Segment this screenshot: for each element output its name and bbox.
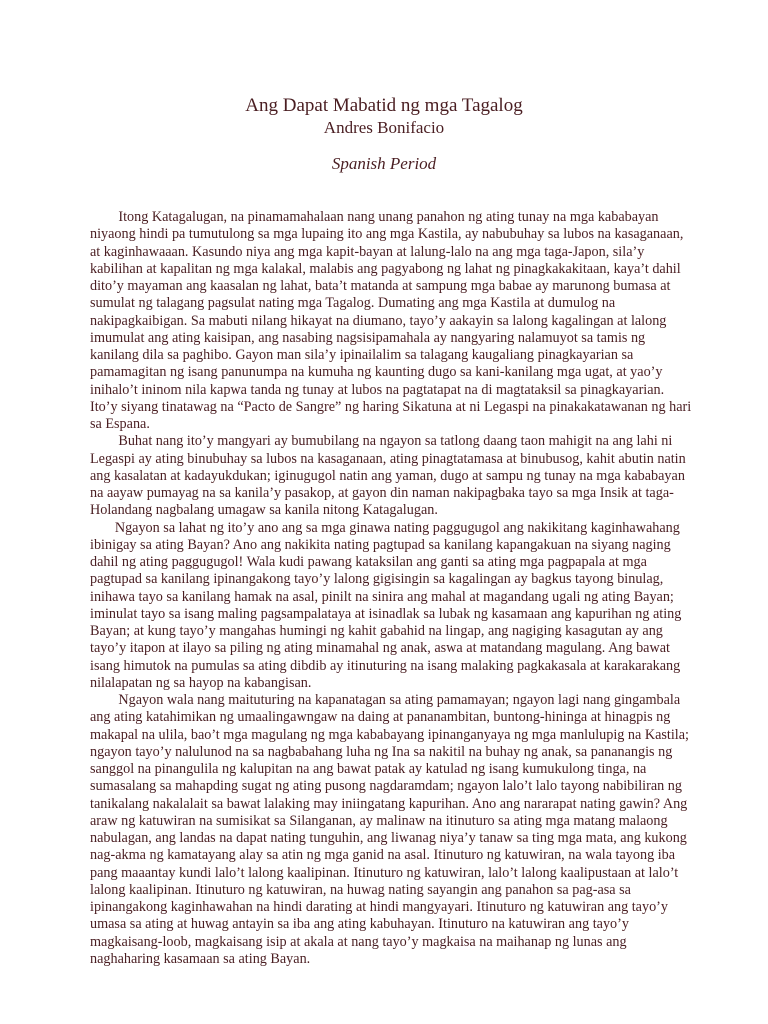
body-line: nabulagan, ang landas na dapat nating tunguhin, ang liwanag niya’y tanaw sa ting mga mata, ang kukong — [90, 830, 687, 846]
body-line: nilalapatan ng sa hayop na kabangisan. — [90, 674, 312, 691]
body-line: iminulat tayo sa isang maling pagsampalataya at isinadlak sa lubak ng kasamaan ang kapurihan ng ating — [90, 605, 682, 622]
body-line: araw ng katuwiran na sumisikat sa Silanganan, ay malinaw na itinuturo sa ating mga matang malaong — [90, 812, 668, 829]
body-line: ngayon tayo’y nalulunod na sa nagbabahang luha ng Ina sa nakitil na buhay ng anak, sa pananangis ng — [90, 743, 673, 760]
body-line: nag-akma ng kamatayang alay sa atin ng mga ganid na asal. Itinuturo ng katuwiran, na wala tayong iba — [90, 847, 676, 864]
body-line: Ngayon sa lahat ng ito’y ano ang sa mga ginawa nating paggugugol ang nakikitang kaginhawahang — [90, 519, 680, 536]
body-line: umasa sa ating at huwag antayin sa iba ang ating kabuhayan. Itinuturo na katuwiran ang tayo’y — [90, 916, 629, 933]
body-line: pagtupad sa kanilang ipinangakong tayo’y lalong gigisingin sa kagalingan ay bagkus tayong binulag, — [90, 571, 664, 588]
body-line: sumulat ng talagang pagsulat nating mga Tagalog. Dumating ang mga Kastila at dumulog na — [90, 295, 616, 312]
body-line: pamamagitan ng isang panunumpa na kumuha ng kaunting dugo sa kani-kanilang mga ugat, at yao’y — [90, 364, 663, 381]
body-line: inihawa tayo sa kanilang hamak na asal, pinilt na sinira ang mahal at magandang ugali ng ating Bayan; — [90, 588, 674, 605]
body-line: magkaisang-loob, magkaisang isip at akala at nang tayo’y magkaisa na maihanap ng lunas ang — [90, 933, 627, 950]
body-line: naghaharing kasamaan sa ating Bayan. — [90, 950, 311, 967]
document-title: Ang Dapat Mabatid ng mga Tagalog — [245, 95, 523, 116]
document-body — [90, 209, 730, 968]
body-line: Ito’y siyang tinatawag na “Pacto de Sangre” ng haring Sikatuna at ni Legaspi na pinakakatawanan ng hari — [90, 398, 692, 415]
body-line: imumulat ang ating kaisipan, ang nasabing nagsisipamahala ay nangyaring nalamuyot sa tamis ng — [90, 329, 646, 346]
body-line: nakipagkaibigan. Sa mabuti nilang hikayat na diumano, tayo’y aakayin sa lalong kagalingan at lalong — [90, 312, 667, 329]
body-line: dito’y mayaman ang kaasalan ng lahat, bata’t matanda at sampung mga babae ay marunong bumasa at — [90, 278, 671, 294]
body-line: ibinigay sa ating Bayan? Ano ang nakikita nating pagtupad sa kanilang kapangakuan na siyang naging — [90, 536, 671, 553]
body-line: sa Espana. — [90, 416, 150, 432]
body-line: ang kasalatan at kadayukdukan; iginugugol natin ang yaman, dugo at sampu ng tunay na mga kababayan — [90, 467, 685, 484]
body-line: tayo’y itapon at ilayo sa piling ng ating minamahal ng anak, aswa at matandang magulang. Ang bawat — [90, 640, 670, 657]
body-line: at kaginhawaaan. Kasundo niya ang mga kapit-bayan at lalung-lalo na ang mga taga-Japon, sila’y — [90, 243, 645, 260]
body-line: dahil ng ating paggugugol! Wala kudi pawang kataksilan ang ganti sa ating mga pagpapala at mga — [90, 554, 647, 570]
body-line: makapal na ulila, bao’t mga magulang ng mga kababayang ipinanganyaya ng mga manlulupig na Kastila; — [90, 726, 689, 743]
body-line: sumasalang sa mahapding sugat ng ating pusong nagdaramdam; ngayon lalo’t lalo tayong nabibiliran ng — [90, 778, 682, 795]
document-period: Spanish Period — [331, 154, 437, 173]
body-line: niyaong hindi pa tumutulong sa mga lupaing ito ang mga Kastila, ay nabubuhay sa lubos na kasaganaan, — [90, 226, 684, 243]
body-line: sanggol na pinangulila ng kalupitan na ang bawat patak ay katulad ng isang kumukulong tinga, na — [90, 761, 647, 777]
body-line: isang himutok na pumulas sa ating dibdib ay itinuturing na isang malaking pagkakasala at karakarakang — [90, 657, 681, 674]
body-line: Ngayon wala nang maituturing na kapanatagan sa ating pamamayan; ngayon lagi nang gingambala — [90, 692, 681, 708]
body-line: Bayan; at kung tayo’y mangahas humingi ng kahit gabahid na lingap, ang nagiging kasagutan ay ang — [90, 623, 663, 639]
body-line: ang ating katahimikan ng umaalingawngaw na daing at pananambitan, buntong-hininga at hinagpis ng — [90, 709, 671, 726]
body-line: kanilang dila sa paghibo. Gayon man sila’y ipinailalim sa talagang kaugaliang pinagkayarian sa — [90, 347, 634, 363]
body-line: pang maaantay kundi lalo’t lalong kaalipinan. Itinuturo ng katuwiran, lalo’t lalong kaalipustaan at lalo’t — [90, 864, 679, 881]
body-line: kabilihan at kapalitan ng mga kalakal, malabis ang pagyabong ng lahat ng pinagkakakitaan, kaya’t dahil — [90, 260, 681, 277]
body-line: ipinangakong kaginhawahan na hindi darating at hindi mangyayari. Itinuturo ng katuwiran ang tayo’y — [90, 899, 668, 915]
body-line: inihalo’t ininom nila kapwa tanda ng tunay at lubos na pagtatapat na di magtataksil sa pinagkayarian. — [90, 381, 665, 398]
body-line: na aayaw pumayag na sa kanila’y pasakop, at gayon din naman nakipagbaka tayo sa mga Insik at taga- — [90, 485, 674, 501]
body-line: tanikalang nakalalait sa bawat lalaking may iniingatang kapurihan. Ano ang nararapat nating gawin? Ang — [90, 795, 688, 812]
body-line: lalong kaalipinan. Itinuturo ng katuwiran, na huwag nating sayangin ang panahon sa pag-asa sa — [90, 881, 631, 898]
body-line: Holandang nagbalang umagaw sa kanila nitong Katagalugan. — [90, 502, 438, 519]
body-line: Buhat nang ito’y mangyari ay bumubilang na ngayon sa tatlong daang taon mahigit na ang lahi ni — [90, 433, 673, 450]
body-line: Itong Katagalugan, na pinamamahalaan nang unang panahon ng ating tunay na mga kababayan — [90, 209, 659, 225]
body-line: Legaspi ay ating binubuhay sa lubos na kasaganaan, ating pinagtatamasa at binubusog, kahit abutin natin — [90, 450, 686, 467]
document-author: Andres Bonifacio — [323, 118, 445, 137]
